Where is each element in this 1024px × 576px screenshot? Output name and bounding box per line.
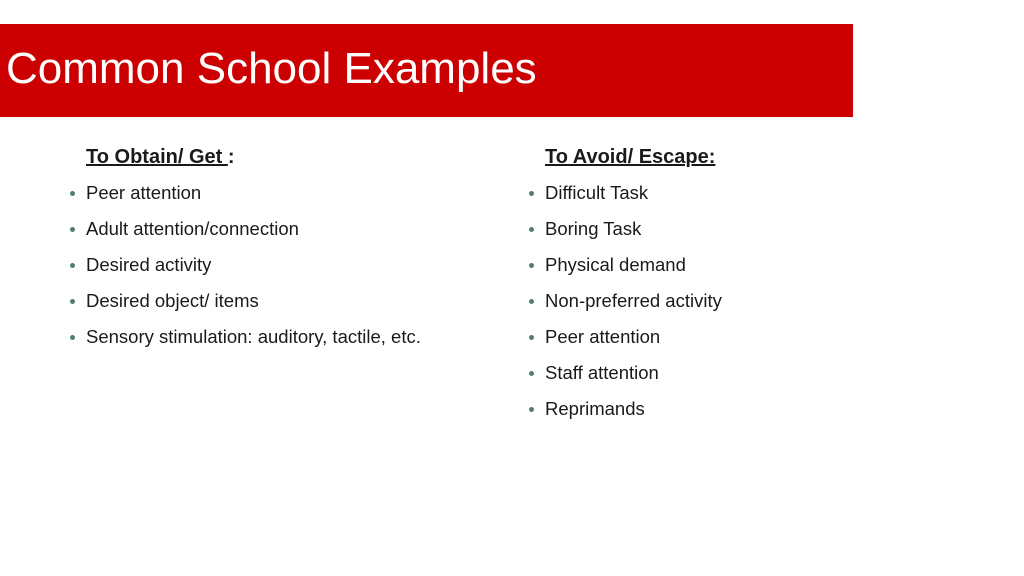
list-item-text: Sensory stimulation: auditory, tactile, etc. xyxy=(86,326,421,347)
list-item xyxy=(70,211,490,247)
obtain-list xyxy=(70,175,490,355)
avoid-heading xyxy=(545,142,849,172)
slide-title: Common School Examples xyxy=(6,44,537,93)
list-item-text: Boring Task xyxy=(545,218,642,239)
obtain-column xyxy=(70,142,490,355)
list-item-text: Physical demand xyxy=(545,254,686,275)
avoid-heading-text: To Avoid/ Escape: xyxy=(545,146,716,168)
list-item-text: Peer attention xyxy=(86,182,202,203)
bullet-icon xyxy=(529,299,534,304)
list-item xyxy=(70,283,490,319)
list-item-text: Desired object/ items xyxy=(86,290,259,311)
bullet-icon xyxy=(529,191,534,196)
list-item xyxy=(529,175,849,211)
avoid-column xyxy=(529,142,849,427)
title-bar xyxy=(0,24,853,117)
list-item xyxy=(70,319,490,355)
bullet-icon xyxy=(70,227,75,232)
list-item xyxy=(529,319,849,355)
list-item xyxy=(70,247,490,283)
bullet-icon xyxy=(529,407,534,412)
list-item xyxy=(70,175,490,211)
avoid-list xyxy=(529,175,849,427)
list-item xyxy=(529,391,849,427)
list-item xyxy=(529,211,849,247)
list-item-text: Adult attention/connection xyxy=(86,218,299,239)
list-item-text: Difficult Task xyxy=(545,182,649,203)
list-item xyxy=(529,247,849,283)
list-item xyxy=(529,283,849,319)
list-item xyxy=(529,355,849,391)
bullet-icon xyxy=(70,335,75,340)
bullet-icon xyxy=(70,263,75,268)
bullet-icon xyxy=(529,227,534,232)
obtain-heading xyxy=(86,142,490,172)
bullet-icon xyxy=(529,263,534,268)
bullet-icon xyxy=(70,191,75,196)
list-item-text: Non-preferred activity xyxy=(545,290,722,311)
list-item-text: Peer attention xyxy=(545,326,661,347)
bullet-icon xyxy=(529,335,534,340)
obtain-heading-colon: : xyxy=(227,146,235,168)
bullet-icon xyxy=(70,299,75,304)
list-item-text: Staff attention xyxy=(545,362,659,383)
obtain-heading-text: To Obtain/ Get xyxy=(86,146,228,168)
list-item-text: Reprimands xyxy=(545,398,645,419)
list-item-text: Desired activity xyxy=(86,254,212,275)
bullet-icon xyxy=(529,371,534,376)
